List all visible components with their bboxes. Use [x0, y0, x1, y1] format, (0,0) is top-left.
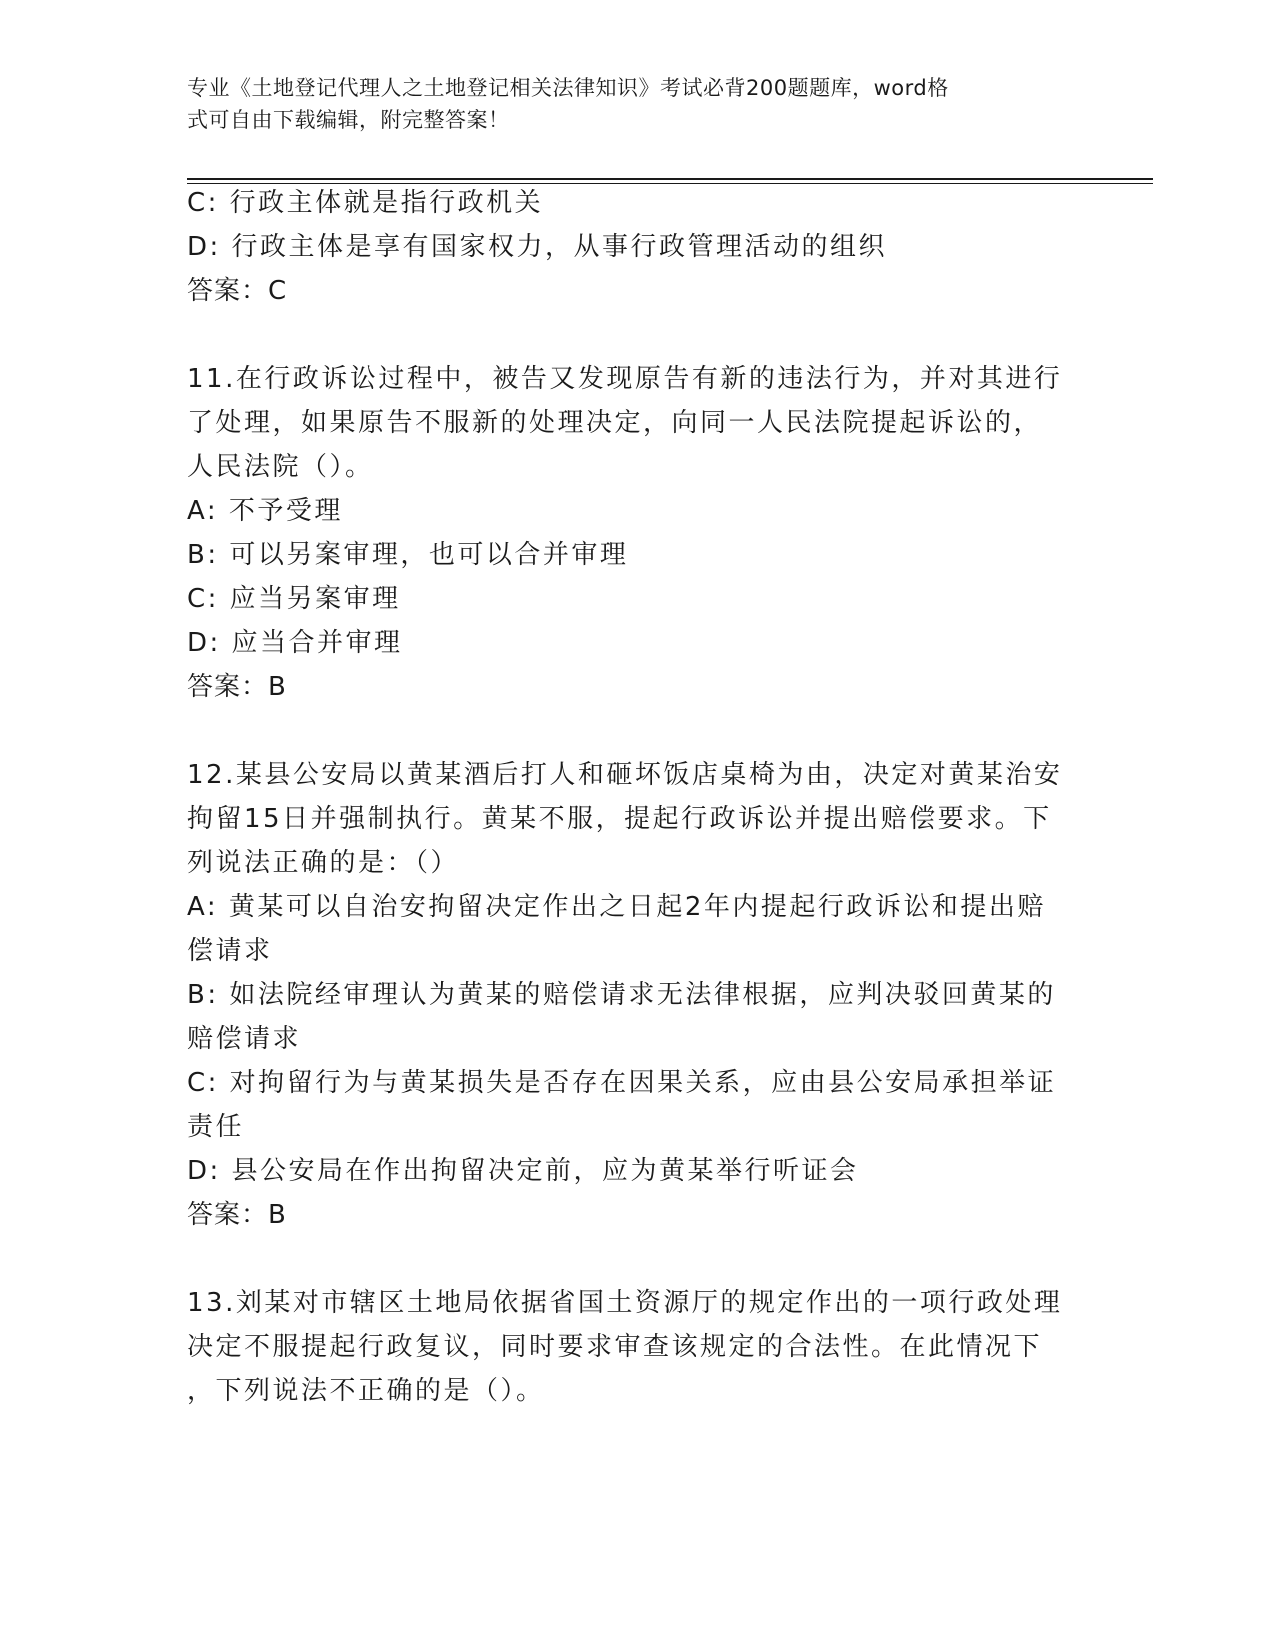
q13-stem-line-2: 决定不服提起行政复议，同时要求审查该规定的合法性。在此情况下: [187, 1332, 1043, 1362]
q12-option-a-line-1: A: 黄某可以自治安拘留决定作出之日起2年内提起行政诉讼和提出赔: [187, 892, 1046, 922]
q11-option-b: B: 可以另案审理，也可以合并审理: [187, 540, 629, 570]
header-divider-thin: [187, 183, 1153, 184]
document-header: [187, 72, 1067, 136]
q11-stem-line-3: 人民法院（）。: [187, 452, 374, 482]
q10-answer: 答案：C: [187, 276, 288, 306]
q13-stem-line-3: ，下列说法不正确的是（）。: [187, 1376, 545, 1406]
q13-stem-line-1: 13.刘某对市辖区土地局依据省国土资源厅的规定作出的一项行政处理: [187, 1288, 1063, 1318]
q11-option-a: A: 不予受理: [187, 496, 343, 526]
q12-option-c-line-2: 责任: [187, 1112, 245, 1142]
q11-option-c: C: 应当另案审理: [187, 584, 401, 614]
q11-option-d: D: 应当合并审理: [187, 628, 403, 658]
q12-option-c-line-1: C: 对拘留行为与黄某损失是否存在因果关系，应由县公安局承担举证: [187, 1068, 1057, 1098]
q11-answer: 答案：B: [187, 672, 287, 702]
header-divider-thick: [187, 178, 1153, 180]
q12-answer: 答案：B: [187, 1200, 287, 1230]
q11-stem-line-2: 了处理，如果原告不服新的处理决定，向同一人民法院提起诉讼的，: [187, 408, 1043, 438]
q12-stem-line-1: 12.某县公安局以黄某酒后打人和砸坏饭店桌椅为由，决定对黄某治安: [187, 760, 1063, 790]
q10-option-d: D: 行政主体是享有国家权力，从事行政管理活动的组织: [187, 232, 888, 262]
q12-option-b-line-2: 赔偿请求: [187, 1024, 302, 1054]
header-line-2: 式可自由下载编辑，附完整答案！: [187, 108, 510, 132]
q12-stem-line-3: 列说法正确的是：（）: [187, 848, 460, 878]
q12-option-d: D: 县公安局在作出拘留决定前，应为黄某举行听证会: [187, 1156, 859, 1186]
q12-stem-line-2: 拘留15日并强制执行。黄某不服，提起行政诉讼并提出赔偿要求。下: [187, 804, 1052, 834]
q11-stem-line-1: 11.在行政诉讼过程中，被告又发现原告有新的违法行为，并对其进行: [187, 364, 1063, 394]
header-line-1: 专业《土地登记代理人之土地登记相关法律知识》考试必背200题题库，word格: [187, 76, 949, 100]
q12-option-a-line-2: 偿请求: [187, 936, 273, 966]
q10-option-c: C: 行政主体就是指行政机关: [187, 188, 544, 218]
q12-option-b-line-1: B: 如法院经审理认为黄某的赔偿请求无法律根据，应判决驳回黄某的: [187, 980, 1056, 1010]
